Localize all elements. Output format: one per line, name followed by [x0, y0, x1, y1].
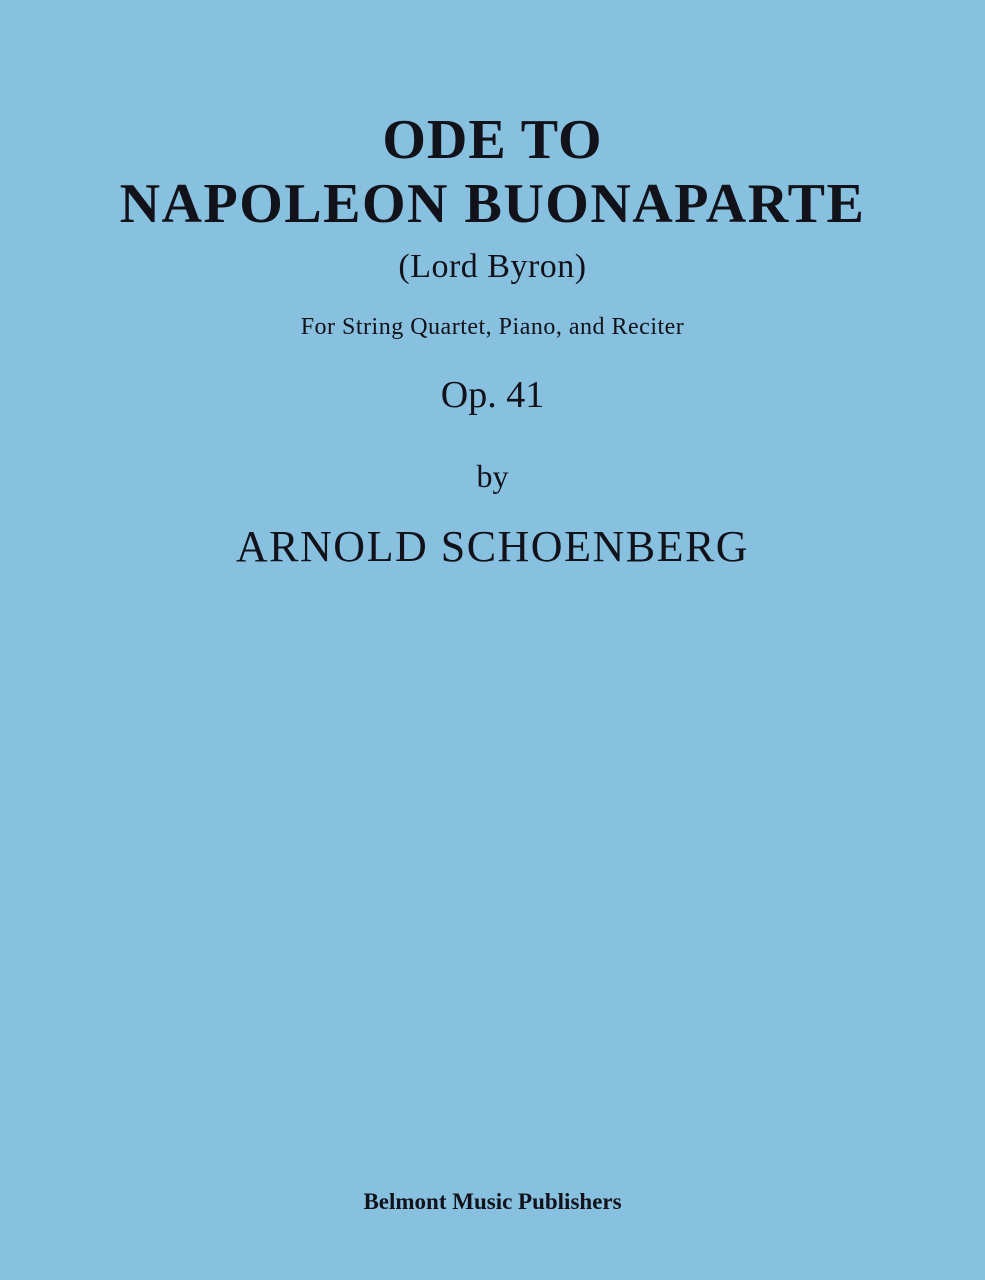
title-line-2: NAPOLEON BUONAPARTE: [119, 173, 866, 235]
composer-name: ARNOLD SCHOENBERG: [235, 522, 750, 571]
instrumentation: For String Quartet, Piano, and Reciter: [300, 314, 685, 340]
publisher-name: Belmont Music Publishers: [363, 1189, 622, 1214]
poet-credit: (Lord Byron): [398, 248, 587, 285]
by-line: by: [476, 458, 509, 494]
opus-number: Op. 41: [440, 374, 545, 416]
title-line-1: ODE TO: [382, 109, 603, 171]
